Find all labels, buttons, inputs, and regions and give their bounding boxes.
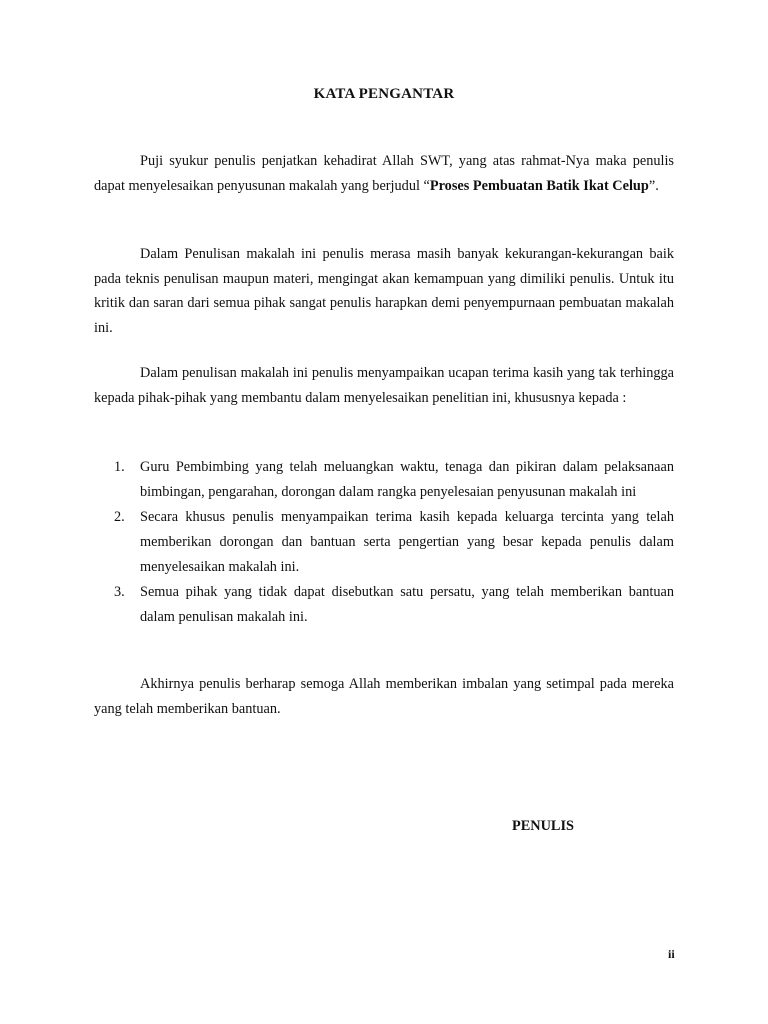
paragraph-closing <box>94 672 674 721</box>
paragraph-thanks-text: Dalam penulisan makalah ini penulis menyampaikan ucapan terima kasih yang tak terhingga kepada pihak-pihak yang membantu dalam menyelesaikan penelitian ini, khususnya kepada : <box>94 365 674 406</box>
paragraph-shortcomings-text: Dalam Penulisan makalah ini penulis merasa masih banyak kekurangan-kekurangan baik pada teknis penulisan maupun materi, mengingat akan kemampuan yang dimiliki penulis. Untuk itu kritik dan saran dari semua pihak sangat penulis harapkan demi penyempurnaan pembuatan makalah ini. <box>94 246 674 336</box>
list-item-text: Secara khusus penulis menyampaikan terima kasih kepada keluarga tercinta yang telah memberikan dorongan dan bantuan serta pengertian yang besar kepada penulis dalam menyelesaikan makalah ini. <box>140 509 674 575</box>
list-item-text: Semua pihak yang tidak dapat disebutkan satu persatu, yang telah memberikan bantuan dalam penulisan makalah ini. <box>140 584 674 625</box>
list-item-number: 2. <box>114 509 125 525</box>
list-item <box>94 455 674 505</box>
list-item-number: 1. <box>114 459 125 475</box>
paragraph-shortcomings <box>94 242 674 340</box>
acknowledgement-list <box>94 455 674 630</box>
page-title: KATA PENGANTAR <box>313 86 455 102</box>
paragraph-intro <box>94 149 674 198</box>
paragraph-intro-text <box>94 149 674 198</box>
paragraph-thanks <box>94 361 674 410</box>
page-number: ii <box>668 947 675 961</box>
paragraph-intro-after: ”. <box>648 177 659 194</box>
list-item-number: 3. <box>114 584 125 600</box>
paragraph-closing-text: Akhirnya penulis berharap semoga Allah memberikan imbalan yang setimpal pada mereka yang telah memberikan bantuan. <box>94 676 674 717</box>
paragraph-intro-before: Puji syukur penulis penjatkan kehadirat Allah SWT, yang atas rahmat-Nya maka penulis dapat menyelesaikan penyusunan makalah yang berjudul “ <box>94 153 674 194</box>
signature-author: PENULIS <box>512 818 574 834</box>
paper-title-bold: Proses Pembuatan Batik Ikat Celup <box>429 177 649 194</box>
list-item <box>94 580 674 630</box>
list-item-text: Guru Pembimbing yang telah meluangkan waktu, tenaga dan pikiran dalam pelaksanaan bimbingan, pengarahan, dorongan dalam rangka penyelesaian penyusunan makalah ini <box>140 459 674 500</box>
list-item <box>94 505 674 580</box>
